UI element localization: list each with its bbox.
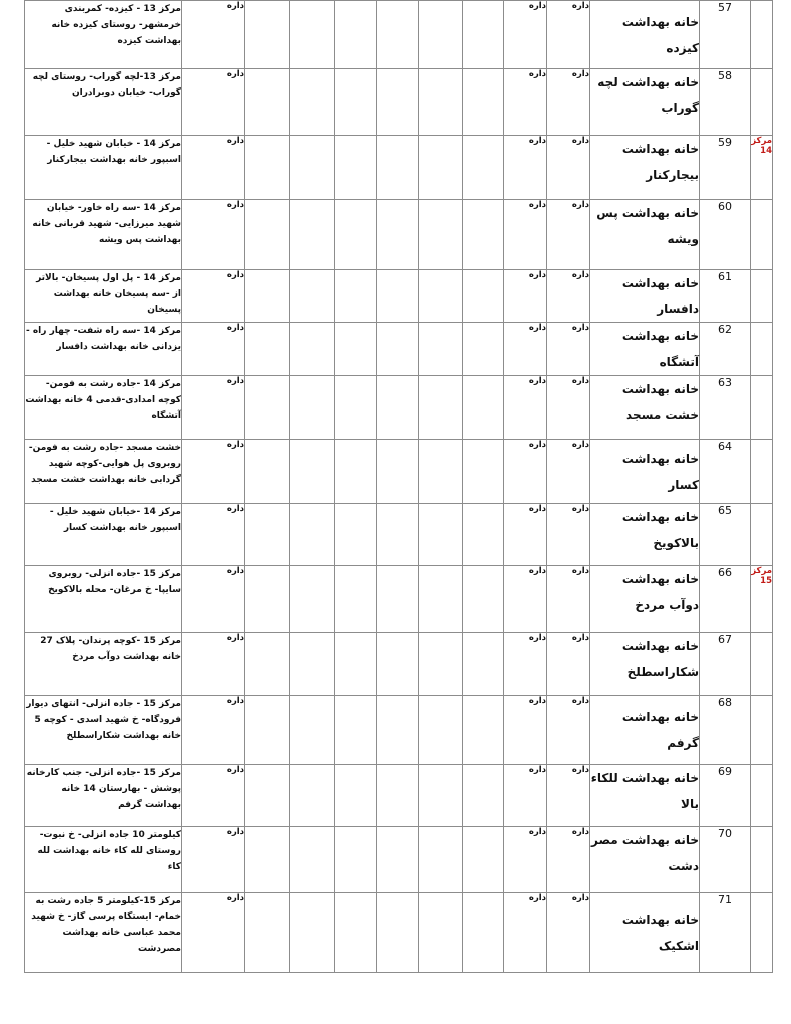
empty-cell — [335, 136, 377, 200]
row-number: 62 — [700, 323, 751, 376]
address-cell: مرکز 15 -جاده انزلی- جنب کارخانه پوشش - بهارستان 14 خانه بهداشت گرفم — [25, 765, 182, 827]
health-house-name: خانه بهداشت خشت مسجد — [590, 376, 700, 440]
empty-cell — [290, 376, 335, 440]
status-cell: داره — [504, 696, 547, 765]
empty-cell — [335, 200, 377, 270]
empty-cell — [419, 504, 463, 566]
empty-cell — [290, 566, 335, 633]
status-cell: داره — [504, 827, 547, 893]
empty-cell — [419, 696, 463, 765]
empty-cell — [245, 566, 290, 633]
empty-cell — [377, 200, 419, 270]
empty-cell — [463, 200, 504, 270]
table-body — [25, 1, 773, 973]
table-row — [25, 765, 773, 827]
status-cell: داره — [182, 827, 245, 893]
empty-cell — [290, 323, 335, 376]
status-cell: داره — [547, 893, 590, 973]
empty-cell — [419, 827, 463, 893]
row-number: 71 — [700, 893, 751, 973]
empty-cell — [335, 504, 377, 566]
empty-cell — [245, 69, 290, 136]
status-cell: داره — [182, 765, 245, 827]
status-cell: داره — [504, 1, 547, 69]
status-cell: داره — [547, 136, 590, 200]
table-row — [25, 440, 773, 504]
empty-cell — [335, 69, 377, 136]
center-label — [751, 765, 773, 827]
address-cell: مرکز 15 - جاده انزلی- انتهای دیوار فرودگاه- خ شهید اسدی - کوچه 5 خانه بهداشت شکاراسطلخ — [25, 696, 182, 765]
row-number: 70 — [700, 827, 751, 893]
health-house-name: خانه بهداشت کیزده — [590, 1, 700, 69]
status-cell: داره — [182, 566, 245, 633]
health-house-name: خانه بهداشت بیجارکنار — [590, 136, 700, 200]
address-cell: خشت مسجد -جاده رشت به فومن- روبروی پل هوایی-کوچه شهید گردابی خانه بهداشت خشت مسجد — [25, 440, 182, 504]
table-row — [25, 893, 773, 973]
center-label — [751, 270, 773, 323]
table-row — [25, 69, 773, 136]
empty-cell — [335, 1, 377, 69]
table-row — [25, 827, 773, 893]
empty-cell — [377, 1, 419, 69]
address-cell: مرکز 14 -جاده رشت به فومن- کوچه امدادی-قدمی 4 خانه بهداشت آتشگاه — [25, 376, 182, 440]
empty-cell — [463, 893, 504, 973]
status-cell: داره — [182, 376, 245, 440]
status-cell: داره — [182, 1, 245, 69]
empty-cell — [335, 440, 377, 504]
empty-cell — [463, 69, 504, 136]
center-label — [751, 504, 773, 566]
address-cell: مرکز 15 -جاده انزلی- روبروی سایپا- خ مرغان- محله بالاکویخ — [25, 566, 182, 633]
empty-cell — [463, 376, 504, 440]
status-cell: داره — [504, 200, 547, 270]
empty-cell — [290, 765, 335, 827]
empty-cell — [377, 696, 419, 765]
status-cell: داره — [182, 136, 245, 200]
empty-cell — [463, 827, 504, 893]
empty-cell — [245, 504, 290, 566]
center-label — [751, 893, 773, 973]
status-cell: داره — [182, 504, 245, 566]
empty-cell — [419, 893, 463, 973]
status-cell: داره — [547, 69, 590, 136]
empty-cell — [377, 893, 419, 973]
address-cell: مرکز 14 - خیابان شهید خلیل - اسبپور خانه بهداشت بیجارکنار — [25, 136, 182, 200]
empty-cell — [419, 440, 463, 504]
health-house-name: خانه بهداشت دوآب مردخ — [590, 566, 700, 633]
table-row — [25, 323, 773, 376]
address-cell: مرکز 14 - پل اول پسیخان- بالاتر از -سه پسیخان خانه بهداشت پسیخان — [25, 270, 182, 323]
empty-cell — [419, 1, 463, 69]
status-cell: داره — [547, 504, 590, 566]
empty-cell — [290, 893, 335, 973]
row-number: 69 — [700, 765, 751, 827]
empty-cell — [377, 504, 419, 566]
status-cell: داره — [547, 270, 590, 323]
table-row — [25, 633, 773, 696]
empty-cell — [377, 633, 419, 696]
status-cell: داره — [504, 136, 547, 200]
row-number: 57 — [700, 1, 751, 69]
empty-cell — [463, 504, 504, 566]
empty-cell — [419, 69, 463, 136]
status-cell: داره — [547, 696, 590, 765]
empty-cell — [245, 827, 290, 893]
empty-cell — [419, 200, 463, 270]
status-cell: داره — [504, 440, 547, 504]
empty-cell — [245, 696, 290, 765]
health-house-name: خانه بهداشت شکاراسطلخ — [590, 633, 700, 696]
empty-cell — [335, 765, 377, 827]
empty-cell — [290, 504, 335, 566]
status-cell: داره — [182, 200, 245, 270]
empty-cell — [290, 69, 335, 136]
center-label — [751, 323, 773, 376]
empty-cell — [245, 270, 290, 323]
status-cell: داره — [547, 200, 590, 270]
empty-cell — [245, 1, 290, 69]
status-cell: داره — [547, 566, 590, 633]
status-cell: داره — [182, 696, 245, 765]
empty-cell — [377, 376, 419, 440]
row-number: 66 — [700, 566, 751, 633]
empty-cell — [419, 270, 463, 323]
empty-cell — [463, 136, 504, 200]
empty-cell — [419, 323, 463, 376]
status-cell: داره — [182, 270, 245, 323]
status-cell: داره — [504, 633, 547, 696]
address-cell: کیلومتر 10 جاده انزلی- خ نبوت- روستای لله کاء خانه بهداشت لله کاء — [25, 827, 182, 893]
center-label — [751, 633, 773, 696]
empty-cell — [463, 270, 504, 323]
address-cell: مرکز 15 -کوچه پرندان- پلاک 27 خانه بهداشت دوآب مردخ — [25, 633, 182, 696]
empty-cell — [335, 893, 377, 973]
row-number: 61 — [700, 270, 751, 323]
empty-cell — [377, 270, 419, 323]
row-number: 59 — [700, 136, 751, 200]
empty-cell — [335, 566, 377, 633]
health-house-name: خانه بهداشت لچه گوراب — [590, 69, 700, 136]
table-row — [25, 1, 773, 69]
health-house-name: خانه بهداشت بالاکویخ — [590, 504, 700, 566]
center-label — [751, 440, 773, 504]
empty-cell — [245, 633, 290, 696]
empty-cell — [463, 1, 504, 69]
status-cell: داره — [504, 323, 547, 376]
empty-cell — [419, 566, 463, 633]
address-cell: مرکز 14 -سه راه خاور- خیابان شهید میرزایی- شهید قربانی خانه بهداشت پس ویشه — [25, 200, 182, 270]
table-row — [25, 270, 773, 323]
empty-cell — [419, 376, 463, 440]
health-houses-table — [24, 0, 773, 973]
empty-cell — [335, 323, 377, 376]
status-cell: داره — [504, 504, 547, 566]
center-label — [751, 696, 773, 765]
empty-cell — [290, 696, 335, 765]
status-cell: داره — [547, 376, 590, 440]
empty-cell — [377, 440, 419, 504]
empty-cell — [419, 633, 463, 696]
empty-cell — [290, 827, 335, 893]
empty-cell — [419, 136, 463, 200]
health-house-name: خانه بهداشت گرفم — [590, 696, 700, 765]
status-cell: داره — [504, 270, 547, 323]
status-cell: داره — [547, 827, 590, 893]
health-house-name: خانه بهداشت پس ویشه — [590, 200, 700, 270]
status-cell: داره — [504, 566, 547, 633]
health-house-name: خانه بهداشت کسار — [590, 440, 700, 504]
center-label — [751, 69, 773, 136]
empty-cell — [335, 376, 377, 440]
empty-cell — [245, 440, 290, 504]
empty-cell — [245, 323, 290, 376]
table-row — [25, 696, 773, 765]
status-cell: داره — [547, 1, 590, 69]
empty-cell — [463, 765, 504, 827]
status-cell: داره — [504, 376, 547, 440]
empty-cell — [377, 69, 419, 136]
row-number: 64 — [700, 440, 751, 504]
status-cell: داره — [547, 633, 590, 696]
empty-cell — [377, 765, 419, 827]
empty-cell — [290, 1, 335, 69]
empty-cell — [245, 136, 290, 200]
center-label — [751, 200, 773, 270]
health-house-name: خانه بهداشت اشکیک — [590, 893, 700, 973]
health-house-name: خانه بهداشت للکاء بالا — [590, 765, 700, 827]
health-house-name: خانه بهداشت آتشگاه — [590, 323, 700, 376]
empty-cell — [290, 633, 335, 696]
address-cell: مرکز 15-کیلومتر 5 جاده رشت به خمام- ایستگاه پرسی گاز- خ شهید محمد عباسی خانه بهداشت مصردشت — [25, 893, 182, 973]
status-cell: داره — [182, 440, 245, 504]
row-number: 58 — [700, 69, 751, 136]
center-label: مرکز 14 — [751, 136, 773, 200]
status-cell: داره — [182, 323, 245, 376]
status-cell: داره — [547, 440, 590, 504]
empty-cell — [377, 827, 419, 893]
row-number: 63 — [700, 376, 751, 440]
row-number: 60 — [700, 200, 751, 270]
empty-cell — [463, 696, 504, 765]
empty-cell — [245, 376, 290, 440]
empty-cell — [335, 696, 377, 765]
empty-cell — [245, 893, 290, 973]
status-cell: داره — [504, 765, 547, 827]
row-number: 67 — [700, 633, 751, 696]
status-cell: داره — [182, 69, 245, 136]
empty-cell — [335, 270, 377, 323]
empty-cell — [463, 566, 504, 633]
status-cell: داره — [547, 765, 590, 827]
empty-cell — [290, 440, 335, 504]
empty-cell — [335, 827, 377, 893]
status-cell: داره — [182, 633, 245, 696]
table-row — [25, 200, 773, 270]
center-label — [751, 827, 773, 893]
table-row — [25, 566, 773, 633]
row-number: 68 — [700, 696, 751, 765]
center-label: مرکز 15 — [751, 566, 773, 633]
empty-cell — [377, 136, 419, 200]
empty-cell — [245, 200, 290, 270]
status-cell: داره — [504, 69, 547, 136]
empty-cell — [245, 765, 290, 827]
empty-cell — [335, 633, 377, 696]
empty-cell — [377, 323, 419, 376]
empty-cell — [377, 566, 419, 633]
empty-cell — [463, 323, 504, 376]
table-row — [25, 504, 773, 566]
empty-cell — [290, 270, 335, 323]
center-label — [751, 376, 773, 440]
status-cell: داره — [504, 893, 547, 973]
address-cell: مرکز 14 -سه راه شفت- چهار راه - یزدانی خانه بهداشت دافسار — [25, 323, 182, 376]
status-cell: داره — [547, 323, 590, 376]
health-house-name: خانه بهداشت دافسار — [590, 270, 700, 323]
health-house-name: خانه بهداشت مصر دشت — [590, 827, 700, 893]
status-cell: داره — [182, 893, 245, 973]
empty-cell — [463, 633, 504, 696]
empty-cell — [290, 200, 335, 270]
center-label — [751, 1, 773, 69]
empty-cell — [419, 765, 463, 827]
row-number: 65 — [700, 504, 751, 566]
table-row — [25, 136, 773, 200]
empty-cell — [463, 440, 504, 504]
address-cell: مرکز 13-لچه گوراب- روستای لچه گوراب- خیابان دوبرادران — [25, 69, 182, 136]
empty-cell — [290, 136, 335, 200]
address-cell: مرکز 14 -خیابان شهید خلیل - اسبپور خانه بهداشت کسار — [25, 504, 182, 566]
table-row — [25, 376, 773, 440]
address-cell: مرکز 13 - کیزده- کمربندی خرمشهر- روستای کیزده خانه بهداشت کیزده — [25, 1, 182, 69]
